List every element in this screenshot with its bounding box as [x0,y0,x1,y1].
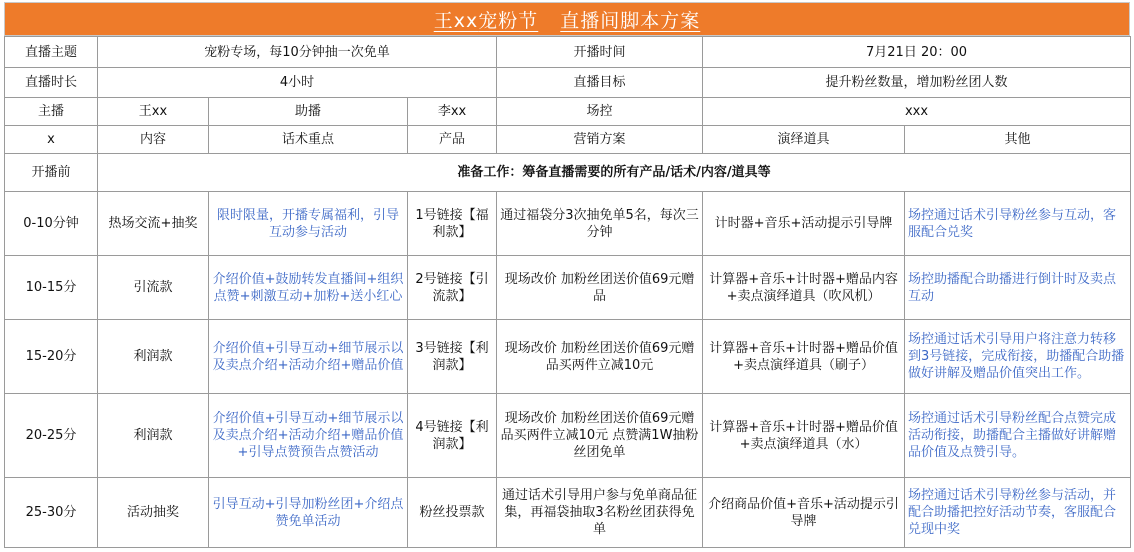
row-props: 计时器+音乐+活动提示引导牌 [703,192,905,256]
control-value: xxx [703,98,1131,126]
row-product: 4号链接【利润款】 [408,394,497,478]
row-marketing: 现场改价 加粉丝团送价值69元赠品 [497,256,703,320]
row-product: 1号链接【福利款】 [408,192,497,256]
start-value: 7月21日 20：00 [703,37,1131,68]
row-time: 20-25分 [5,394,98,478]
table-row [5,394,1131,478]
header-cell: 演绎道具 [703,126,905,154]
prep-time: 开播前 [5,154,98,192]
host-label: 主播 [5,98,98,126]
row-script: 介绍价值+引导互动+细节展示以及卖点介绍+活动介绍+赠品价值+引导点赞预告点赞活动 [209,394,408,478]
header-cell: 产品 [408,126,497,154]
row-content: 利润款 [98,394,209,478]
script-table [4,36,1131,548]
table-row [5,256,1131,320]
row-script: 介绍价值+引导互动+细节展示以及卖点介绍+活动介绍+赠品价值 [209,320,408,394]
header-cell: 其他 [905,126,1131,154]
goal-label: 直播目标 [497,68,703,98]
row-script: 引导互动+引导加粉丝团+介绍点赞免单活动 [209,478,408,548]
row-other: 场控通过话术引导粉丝参与活动，并配合助播把控好活动节奏，客服配合兑现中奖 [905,478,1131,548]
row-marketing: 现场改价 加粉丝团送价值69元赠品买两件立减10元 [497,320,703,394]
row-marketing: 通过福袋分3次抽免单5名，每次三分钟 [497,192,703,256]
row-script: 限时限量，开播专属福利，引导互动参与活动 [209,192,408,256]
row-product: 2号链接【引流款】 [408,256,497,320]
title-suffix: 直播间脚本方案 [560,9,701,32]
row-other: 场控通过话术引导用户将注意力转移到3号链接，完成衔接，助播配合助播做好讲解及赠品价值突出工作。 [905,320,1131,394]
table-row [5,192,1131,256]
duration-value: 4小时 [98,68,497,98]
table-row [5,478,1131,548]
start-label: 开播时间 [497,37,703,68]
info-row-theme [5,37,1131,68]
row-product: 3号链接【利润款】 [408,320,497,394]
info-row-duration [5,68,1131,98]
row-marketing: 通过话术引导用户参与免单商品征集，再福袋抽取3名粉丝团获得免单 [497,478,703,548]
row-props: 介绍商品价值+音乐+活动提示引导牌 [703,478,905,548]
table-row [5,320,1131,394]
column-header-row [5,126,1131,154]
row-props: 计算器+音乐+计时器+赠品价值+卖点演绎道具（刷子） [703,320,905,394]
row-product: 粉丝投票款 [408,478,497,548]
row-time: 10-15分 [5,256,98,320]
row-time: 0-10分钟 [5,192,98,256]
theme-label: 直播主题 [5,37,98,68]
row-content: 活动抽奖 [98,478,209,548]
theme-value: 宠粉专场，每10分钟抽一次免单 [98,37,497,68]
row-time: 25-30分 [5,478,98,548]
title-host-name: 王xx [433,9,479,32]
control-label: 场控 [497,98,703,126]
row-content: 利润款 [98,320,209,394]
row-other: 场控通过话术引导粉丝配合点赞完成活动衔接，助播配合主播做好讲解赠品价值及点赞引导。 [905,394,1131,478]
row-content: 热场交流+抽奖 [98,192,209,256]
assistant-value: 李xx [408,98,497,126]
sheet-title [4,2,1130,36]
host-value: 王xx [98,98,209,126]
duration-label: 直播时长 [5,68,98,98]
row-other: 场控通过话术引导粉丝参与互动，客服配合兑奖 [905,192,1131,256]
header-cell: 话术重点 [209,126,408,154]
header-cell: 营销方案 [497,126,703,154]
row-content: 引流款 [98,256,209,320]
row-time: 15-20分 [5,320,98,394]
goal-value: 提升粉丝数量，增加粉丝团人数 [703,68,1131,98]
assistant-label: 助播 [209,98,408,126]
header-cell: 内容 [98,126,209,154]
row-other: 场控助播配合助播进行倒计时及卖点互动 [905,256,1131,320]
row-script: 介绍价值+鼓励转发直播间+组织点赞+刺激互动+加粉+送小红心 [209,256,408,320]
row-props: 计算器+音乐+计时器+赠品价值+卖点演绎道具（水） [703,394,905,478]
row-props: 计算器+音乐+计时器+赠品内容+卖点演绎道具（吹风机） [703,256,905,320]
info-row-staff [5,98,1131,126]
prep-text: 准备工作：筹备直播需要的所有产品/话术/内容/道具等 [98,154,1131,192]
header-cell: x [5,126,98,154]
script-sheet [4,2,1130,548]
title-event: 宠粉节 [478,9,539,32]
prep-row [5,154,1131,192]
row-marketing: 现场改价 加粉丝团送价值69元赠品买两件立减10元 点赞满1W抽粉丝团免单 [497,394,703,478]
